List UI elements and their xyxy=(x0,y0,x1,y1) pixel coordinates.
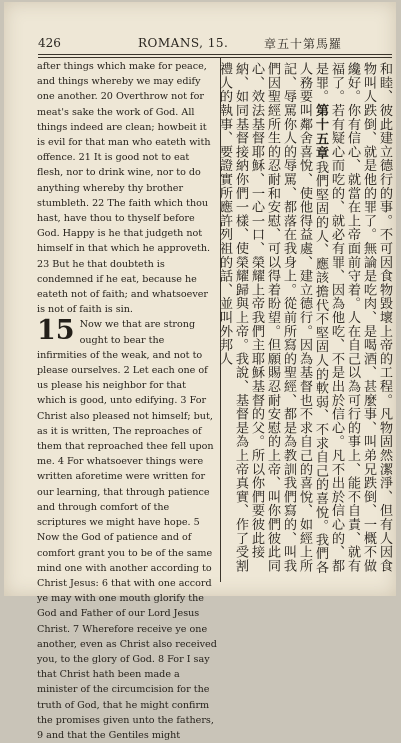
english-paragraph: after things which make for peace, and things whereby we may edify one another. 20 Overthrow not for meat's sake the work of God. All things indeed are clean; howbeit it is evil for that man who eateth with offence. 21 It is good not to eat flesh, nor to drink wine, nor to do anything whereby thy brother stumbleth. 22 The faith which thou hast, have thou to thyself before God. Happy is he that judgeth not himself in that which he approveth. 23 But he that doubteth is condemned if he eat, because he eateth not of faith; and whatsoever is not of faith is sin. xyxy=(37,61,211,316)
english-column xyxy=(37,59,217,743)
chinese-chapter-heading: 第十五章 xyxy=(313,103,328,161)
chinese-running-title: 章五十第馬羅 xyxy=(264,37,343,51)
chinese-text-block: 和睦、彼此建立德行的事。不可因食物毀壞上帝的工程。凡物固然潔淨、但有人因食物叫人跌倒、就是他的罪了。無論是吃肉、是喝酒、甚麼事、叫弟兄跌倒、一概不做纔好。你有信心、就當在上帝面前守着。人在自己以為可行的事上、能不自責、就有福了。若有疑心而吃的、就必有罪、因為他吃、不是出於信心。凡不出於信心的、都是罪。 xyxy=(313,62,392,573)
page-number: 426 xyxy=(38,36,61,50)
header-rule-top xyxy=(38,54,392,55)
english-paragraph-chapter-start: Now we that are strong ought to bear the infirmities of the weak, and not to please ourselves. 2 Let each one of us please his neighbor for that which is good, unto edifying. 3 For Christ also pleased not himself; but, as it is written, The reproaches of them that reproached thee fell upon me. 4 For whatsoever things were written aforetime were written for our learning, that through patience and through comfort of the scriptures we might have hope. 5 Now the God of patience and of comfort grant you to be of the same mind one with another according to Christ Jesus: 6 that with one accord ye may with one mouth glorify the God and Father of our Lord Jesus Christ. 7 Wherefore receive ye one another, even as Christ also received you, to the glory of God. 8 For I say that Christ hath been made a minister of the circumcision for the truth of God, that he might confirm the promises given unto the fathers, 9 and that the Gentiles might xyxy=(37,319,217,741)
chapter-dropcap: 15 xyxy=(37,315,75,347)
chinese-text-block-chapter: 我們堅固的人、應該擔代不堅固人的軟弱、不求自己的喜悅。我們各人務要叫鄰舍喜悅、使他得益處、建立德行。因為基督也不求自己的喜悅、如經上所記、辱罵你人的辱罵、都落在我身上。從前所寫的聖經、都是為教訓我們寫的、叫我們因聖經所生的忍耐和安慰、可以得着盼望。但願賜忍耐安慰的上帝、叫你們彼此同心、效法基督耶穌、一心一口、榮耀上帝我們主耶穌基督的父。所以你們要彼此接納、如同基督接納你們一樣、使榮耀歸與上帝。我說、基督是為上帝真實、作了受割禮人的執事、要證實所應許列祖的話、並叫外邦人 xyxy=(217,62,328,575)
header-rule-bottom xyxy=(38,57,392,58)
page-header xyxy=(38,36,398,52)
english-chapter-paragraph xyxy=(37,317,217,743)
chinese-column xyxy=(217,62,392,580)
running-title: ROMANS, 15. xyxy=(138,36,229,50)
bible-page xyxy=(4,2,396,741)
